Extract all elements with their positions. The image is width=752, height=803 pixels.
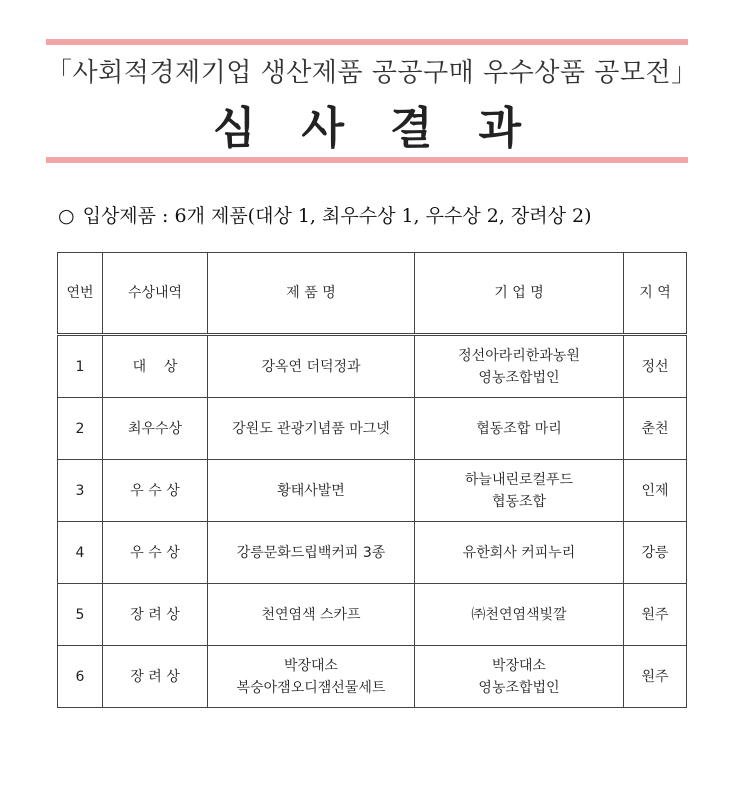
table-row [58,398,687,460]
cell-no: 6 [58,646,103,708]
col-header-region: 지 역 [624,253,687,335]
contest-subtitle: 「사회적경제기업 생산제품 공공구매 우수상품 공모전」 [46,58,698,88]
cell-company [415,584,624,646]
company-line: 하늘내린로컬푸드 [464,471,574,488]
cell-no: 3 [58,460,103,522]
cell-award: 우 수 상 [103,522,208,584]
page-title: 심사결과 [212,103,567,154]
col-header-product: 제 품 명 [208,253,415,335]
cell-product [208,460,415,522]
cell-product [208,584,415,646]
cell-award: 최우수상 [103,398,208,460]
cell-no: 1 [58,335,103,398]
cell-no: 4 [58,522,103,584]
company-line: 영농조합법인 [478,679,560,696]
cell-region: 강릉 [624,522,687,584]
product-line: 박장대소 [283,657,339,674]
cell-award: 장 려 상 [103,584,208,646]
table-row [58,335,687,398]
company-line: 영농조합법인 [478,369,560,386]
top-rule [46,39,688,45]
company-line: 박장대소 [491,657,547,674]
product-line: 강릉문화드립백커피 3종 [236,544,386,561]
col-header-no: 연번 [58,253,103,335]
cell-award: 장 려 상 [103,646,208,708]
company-line: 협동조합 [491,493,547,510]
cell-no: 5 [58,584,103,646]
company-line: 정선아라리한과농원 [458,347,580,364]
cell-no: 2 [58,398,103,460]
cell-company [415,460,624,522]
product-line: 복숭아잼오디잼선물세트 [236,679,386,696]
cell-award: 대 상 [103,335,208,398]
product-line: 강원도 관광기념품 마그넷 [232,420,390,437]
cell-region: 원주 [624,646,687,708]
cell-region: 춘천 [624,398,687,460]
product-line: 황태사발면 [277,482,345,499]
bottom-rule [46,157,688,163]
circle-bullet-icon: ○ [58,205,75,227]
company-line: ㈜천연염색빛깔 [471,606,567,623]
product-line: 강옥연 더덕정과 [261,358,361,375]
col-header-company: 기 업 명 [415,253,624,335]
company-line: 유한회사 커피누리 [462,544,576,561]
col-header-award: 수상내역 [103,253,208,335]
cell-product [208,522,415,584]
cell-product [208,398,415,460]
company-line: 협동조합 마리 [476,420,562,437]
cell-company [415,335,624,398]
cell-company [415,522,624,584]
cell-company [415,646,624,708]
cell-award: 우 수 상 [103,460,208,522]
table-row [58,460,687,522]
cell-product [208,335,415,398]
table-header-row [58,253,687,335]
summary-line [58,201,592,228]
table-row [58,584,687,646]
cell-region: 인제 [624,460,687,522]
table-row [58,646,687,708]
cell-product [208,646,415,708]
cell-company [415,398,624,460]
results-table [57,252,687,708]
table-row [58,522,687,584]
cell-region: 원주 [624,584,687,646]
cell-region: 정선 [624,335,687,398]
summary-text: 입상제품 : 6개 제품(대상 1, 최우수상 1, 우수상 2, 장려상 2) [82,205,592,227]
product-line: 천연염색 스카프 [261,606,361,623]
